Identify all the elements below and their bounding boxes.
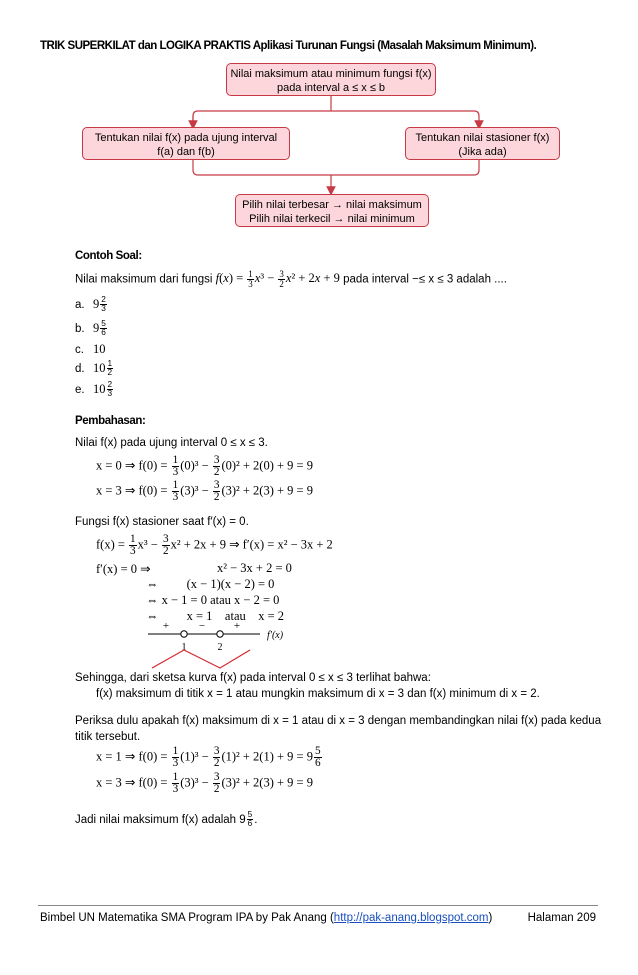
eq-check-3-right: (3)² + 2(3) + 9 = 9 — [221, 775, 313, 790]
answer-option-a — [75, 296, 108, 314]
option-label: b. — [75, 322, 85, 335]
eq-endpoint-3: x = 3 ⇒ f(0) = $\frac{1}{3}$ (3)³ − $\frac{3}{2}$ (3)² + 2(3) + 9 = 9 — [96, 479, 313, 504]
pembahasan-heading: Pembahasan: — [75, 415, 146, 427]
option-label: e. — [75, 383, 85, 396]
contoh-soal-heading: Contoh Soal: — [75, 250, 142, 262]
option-value: 10 — [93, 360, 106, 375]
sign-plus-right: + — [233, 620, 241, 632]
root-1-label: 1 — [181, 642, 187, 653]
connector-top-right — [193, 111, 479, 125]
flow-right-line1: Tentukan nilai stasioner f(x) — [415, 132, 550, 144]
eq-check-3-mid: (3)³ − — [180, 775, 209, 790]
option-fraction: $\frac{2}{3}$ — [107, 380, 113, 399]
stasioner-intro: Fungsi f(x) stasioner saat f′(x) = 0. — [75, 516, 249, 528]
flow-bottom-line1: Pilih nilai terbesar → nilai maksimum — [242, 199, 422, 211]
eq-check-1-right: (1)² + 2(1) + 9 = 9 — [221, 749, 313, 764]
flow-box-right — [405, 127, 560, 160]
check-line-2: titik tersebut. — [75, 731, 141, 743]
eq-check-1-mid: (1)³ − — [180, 749, 209, 764]
footer-text: Bimbel UN Matematika SMA Program IPA by Pak Anang ( — [40, 912, 334, 924]
answer-option-d — [75, 360, 114, 378]
eq-step-1-left: f′(x) = 0 ⇒ — [96, 562, 151, 576]
final-answer-prefix: Jadi nilai maksimum f(x) adalah 9 — [75, 813, 246, 826]
sign-plus-left: + — [162, 620, 170, 632]
final-answer-suffix: . — [254, 813, 258, 826]
sign-diagram — [140, 618, 300, 678]
flow-box-left — [82, 127, 290, 160]
eq-step-3: ⇔ x − 1 = 0 atau x − 2 = 0 — [146, 593, 280, 607]
question-prefix: Nilai maksimum dari fungsi — [75, 273, 213, 286]
eq-step-1-right: x² − 3x + 2 = 0 — [217, 561, 292, 575]
flow-top-line1: Nilai maksimum atau minimum fungsi f(x) — [230, 68, 432, 80]
page-title: TRIK SUPERKILAT dan LOGIKA PRAKTIS Aplikasi Turunan Fungsi (Masalah Maksimum Minimum). — [40, 40, 537, 52]
connector-bottom-merge — [193, 160, 479, 175]
eq-fx-left: f(x) = — [96, 537, 125, 552]
answer-option-e — [75, 381, 114, 399]
option-value: 9 — [93, 296, 100, 311]
sign-minus-middle: − — [198, 620, 206, 632]
eq-check-3: x = 3 ⇒ f(0) = $\frac{1}{3}$ (3)³ − $\frac{3}{2}$ (3)² + 2(3) + 9 = 9 — [96, 771, 313, 796]
option-label: a. — [75, 298, 85, 311]
option-fraction: $\frac{5}{6}$ — [101, 319, 106, 338]
root-2-label: 2 — [217, 642, 223, 653]
option-value: 9 — [93, 320, 100, 335]
flow-bottom-line2: Pilih nilai terkecil → nilai minimum — [249, 213, 415, 225]
eq-check-1: x = 1 ⇒ f(0) = $\frac{1}{3}$ (1)³ − $\frac{3}{2}$ (1)² + 2(1) + 9 = 9 $\frac{5}{6}$ — [96, 745, 321, 770]
option-label: d. — [75, 362, 85, 375]
eq-fx-right: x² + 2x + 9 ⇒ f′(x) = x² − 3x + 2 — [170, 537, 333, 552]
eq-step-4: ⇔ x = 1 atau x = 2 — [146, 609, 285, 623]
option-fraction: $\frac{2}{3}$ — [101, 295, 106, 314]
footer-text-end: ) — [488, 912, 493, 924]
flow-box-top — [226, 63, 436, 96]
flow-top-line2: pada interval a ≤ x ≤ b — [276, 82, 386, 94]
eq-endpoint-3-mid: (3)³ − — [180, 483, 209, 498]
eq-check-3-left: x = 3 ⇒ f(0) = — [96, 775, 168, 790]
pembahasan-intro: Nilai f(x) pada ujung interval 0 ≤ x ≤ 3. — [75, 437, 268, 449]
eq-endpoint-0-left: x = 0 ⇒ f(0) = — [96, 458, 168, 473]
page-number: Halaman 209 — [527, 912, 596, 924]
eq-endpoint-0-mid: (0)³ − — [180, 458, 209, 473]
footer-credit — [40, 912, 492, 924]
flow-right-line2: (Jika ada) — [458, 146, 507, 158]
flow-box-bottom — [235, 194, 429, 227]
footer-link[interactable]: http://pak-anang.blogspot.com — [333, 912, 489, 924]
sign-label: f′(x) — [267, 630, 284, 641]
eq-endpoint-3-right: (3)² + 2(3) + 9 = 9 — [221, 483, 313, 498]
answer-option-c — [75, 342, 106, 357]
question-function: f(x) = $\frac{1}{3}$ x³ − $\frac{3}{2}$ x² + 2x + 9 — [215, 269, 340, 289]
footer-divider — [38, 905, 598, 906]
eq-endpoint-0-right: (0)² + 2(0) + 9 = 9 — [221, 458, 313, 473]
sign-curve-sketch — [152, 650, 250, 668]
root-2-marker — [217, 631, 223, 637]
flow-left-line1: Tentukan nilai f(x) pada ujung interval — [94, 132, 278, 144]
option-label: c. — [75, 344, 84, 356]
eq-endpoint-3-left: x = 3 ⇒ f(0) = — [96, 483, 168, 498]
answer-option-b — [75, 320, 108, 338]
question-suffix: pada interval −≤ x ≤ 3 adalah .... — [343, 273, 507, 286]
eq-step-2: ⇔ (x − 1)(x − 2) = 0 — [146, 577, 275, 591]
conclusion-line-2: f(x) maksimum di titik x = 1 atau mungkin maksimum di x = 3 dan f(x) minimum di x = 2. — [96, 688, 540, 700]
eq-fx-mid: x³ − — [137, 537, 158, 552]
check-line-1: Periksa dulu apakah f(x) maksimum di x = 1 atau di x = 3 dengan membandingkan nilai f(x) pada kedua — [75, 715, 602, 727]
option-fraction: $\frac{1}{2}$ — [107, 359, 113, 378]
option-value: 10 — [93, 381, 106, 396]
conclusion-line-1: Sehingga, dari sketsa kurva f(x) pada interval 0 ≤ x ≤ 3 terlihat bahwa: — [75, 672, 431, 684]
eq-endpoint-0: x = 0 ⇒ f(0) = $\frac{1}{3}$ (0)³ − $\frac{3}{2}$ (0)² + 2(0) + 9 = 9 — [96, 454, 313, 479]
eq-check-1-left: x = 1 ⇒ f(0) = — [96, 749, 168, 764]
question — [75, 270, 507, 289]
flow-left-line2: f(a) dan f(b) — [157, 146, 215, 158]
option-value: 10 — [93, 342, 106, 356]
eq-fx-derivative: f(x) = $\frac{1}{3}$ x³ − $\frac{3}{2}$ x² + 2x + 9 ⇒ f′(x) = x² − 3x + 2 — [96, 533, 333, 558]
root-1-marker — [181, 631, 187, 637]
final-answer: Jadi nilai maksimum f(x) adalah 9 $\frac{5}{6}$ . — [75, 810, 258, 829]
